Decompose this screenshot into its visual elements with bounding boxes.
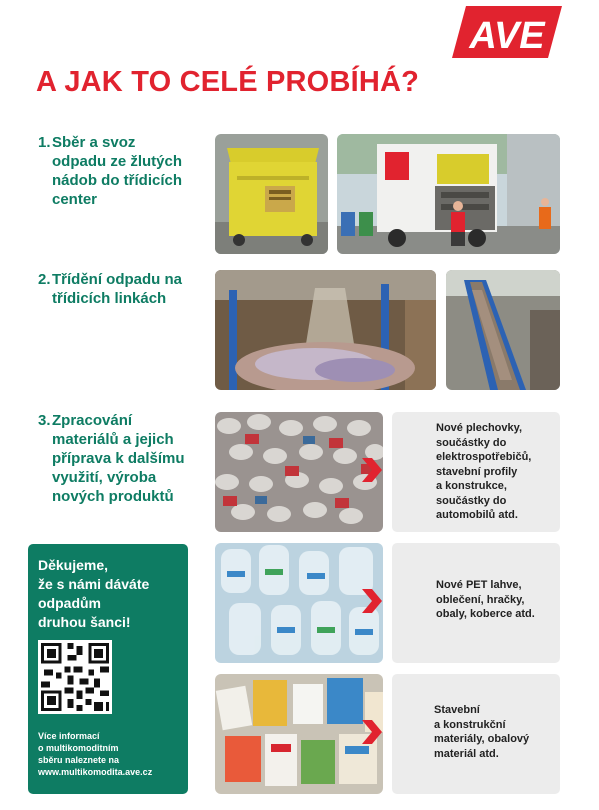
result-box-cartons: Stavební a konstrukční materiály, obalový materiál atd. (392, 674, 560, 794)
website-link[interactable]: www.multikomodita.ave.cz (38, 767, 153, 777)
thanks-info: Více informací o multikomoditním sběru naleznete na www.multikomodita.ave.cz (38, 731, 153, 777)
garbage-truck-photo (337, 134, 560, 254)
ave-logo (452, 6, 562, 58)
qr-code-icon[interactable] (38, 640, 112, 714)
result-box-pet: Nové PET lahve, oblečení, hračky, obaly, koberce atd. (392, 543, 560, 663)
conveyor-belt-photo (446, 270, 560, 390)
thanks-panel (28, 544, 188, 794)
step-3-text: 3.Zpracování materiálů a jejich příprava k dalšímu využití, výroba nových produktů (38, 412, 185, 505)
page-title: A JAK TO CELÉ PROBÍHÁ? (36, 66, 420, 98)
aluminium-cans-photo (215, 412, 383, 532)
sorting-line-photo (215, 270, 436, 390)
step-2-text: 2.Třídění odpadu na třídicích linkách (38, 271, 182, 307)
result-box-cans: Nové plechovky, součástky do elektrospotřebičů, stavební profily a konstrukce, součástky do automobilů atd. (392, 412, 560, 532)
svg-text:AVE: AVE (469, 15, 545, 57)
beverage-cartons-photo (215, 674, 383, 794)
pet-bottles-photo (215, 543, 383, 663)
step-1-text: 1.Sběr a svoz odpadu ze žlutých nádob do třídicích center (38, 134, 183, 208)
thanks-heading: Děkujeme, že s námi dáváte odpadům druhou šanci! (38, 557, 150, 630)
yellow-container-photo (215, 134, 328, 254)
